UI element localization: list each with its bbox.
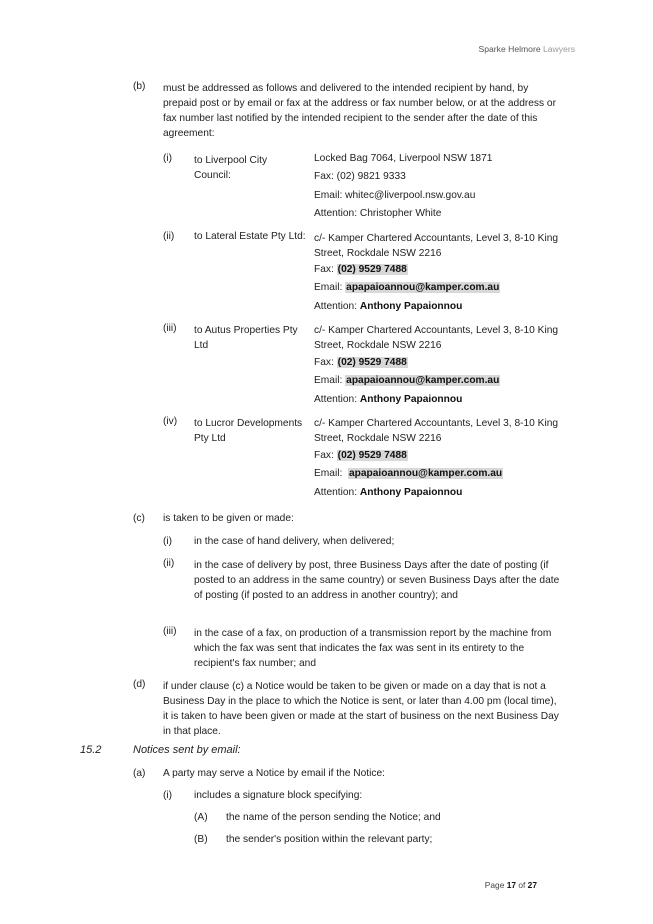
recipient-address: c/- Kamper Chartered Accountants, Level 3, 8-10 King Street, Rockdale NSW 2216 (314, 325, 559, 351)
recipient-email (314, 190, 475, 201)
email-address: whitec@liverpool.nsw.gov.au (345, 190, 476, 201)
fax-label: Fax: (314, 450, 334, 461)
attention-label: Attention: (314, 394, 358, 405)
sub-item-num: (i) (163, 790, 173, 801)
of-label: of (518, 880, 526, 890)
clause-d-text: if under clause (c) a Notice would be taken to be given or made on a day that is not a Business Day in the place to which the Notice is sent, or later than 4.00 pm (local time), it is taken to have been given or made at the start of business on the next Business Day in that place. (163, 681, 559, 737)
clause-a-label: (a) (133, 768, 146, 779)
fax-number: (02) 9529 7488 (337, 357, 407, 368)
recipient-address: c/- Kamper Chartered Accountants, Level 3, 8-10 King Street, Rockdale NSW 2216 (314, 418, 559, 444)
sub-item-num: (ii) (163, 558, 175, 569)
clause-a-text: A party may serve a Notice by email if the Notice: (163, 768, 385, 779)
sub-sub-item-text: the name of the person sending the Notice; and (226, 812, 441, 823)
page-footer (485, 880, 537, 890)
recipient-email (314, 282, 500, 293)
recipient-name: to Lucror Developments Pty Ltd (194, 418, 303, 444)
clause-d-label: (d) (133, 679, 146, 690)
recipient-fax (314, 264, 408, 275)
page-header (479, 44, 575, 54)
recipient-fax (314, 450, 408, 461)
email-label: Email: (314, 282, 343, 293)
recipient-name: to Lateral Estate Pty Ltd: (194, 231, 306, 242)
clause-b-text: must be addressed as follows and delivered to the intended recipient by hand, by prepaid post or by email or fax at the address or fax number below, or at the address or fax number last notified by the intended recipient to the sender after the date of this agreement: (163, 83, 556, 139)
fax-label: Fax: (314, 171, 334, 182)
attention-name: Christopher White (359, 208, 442, 219)
attention-label: Attention: (314, 487, 358, 498)
sub-item-text: in the case of delivery by post, three Business Days after the date of posting (if posted to an address in the same country) or seven Business Days after the date of posting (if posted to an address in another country); and (194, 560, 560, 601)
recipient-num: (iv) (163, 416, 178, 427)
recipient-name: to Autus Properties Pty Ltd (194, 325, 298, 351)
sub-item-num: (iii) (163, 626, 177, 637)
section-title: Notices sent by email: (133, 744, 241, 756)
attention-label: Attention: (314, 208, 358, 219)
clause-c-label: (c) (133, 513, 145, 524)
fax-number: (02) 9529 7488 (337, 264, 407, 275)
sub-sub-item-num: (B) (194, 834, 208, 845)
fax-number: (02) 9821 9333 (336, 171, 406, 182)
email-address: apapaioannou@kamper.com.au (346, 282, 500, 293)
sub-item-text: includes a signature block specifying: (194, 790, 363, 801)
recipient-name: to Liverpool City Council: (194, 155, 268, 181)
email-address: apapaioannou@kamper.com.au (346, 375, 500, 386)
sub-item-num: (i) (163, 536, 173, 547)
recipient-attention (314, 301, 462, 312)
clause-c-text: is taken to be given or made: (163, 513, 294, 524)
recipient-email (314, 468, 503, 479)
page-number: 17 (506, 880, 517, 890)
clause-b-label: (b) (133, 81, 146, 92)
page-label: Page (484, 880, 505, 890)
email-address: apapaioannou@kamper.com.au (348, 468, 503, 479)
email-label: Email: (314, 468, 343, 479)
page-total: 27 (527, 880, 537, 890)
firm-name: Sparke Helmore (478, 44, 541, 54)
attention-label: Attention: (314, 301, 358, 312)
email-label: Email: (314, 190, 343, 201)
firm-suffix: Lawyers (543, 44, 575, 54)
attention-name: Anthony Papaionnou (359, 301, 463, 312)
attention-name: Anthony Papaionnou (359, 394, 463, 405)
sub-sub-item-text: the sender's position within the relevant party; (226, 834, 433, 845)
recipient-attention (314, 394, 462, 405)
fax-label: Fax: (314, 264, 334, 275)
recipient-email (314, 375, 500, 386)
attention-name: Anthony Papaionnou (359, 487, 463, 498)
email-label: Email: (314, 375, 343, 386)
recipient-num: (iii) (163, 323, 177, 334)
recipient-fax (314, 171, 406, 182)
recipient-attention (314, 487, 462, 498)
recipient-address: Locked Bag 7064, Liverpool NSW 1871 (314, 153, 493, 164)
sub-item-text: in the case of hand delivery, when delivered; (194, 536, 395, 547)
sub-sub-item-num: (A) (194, 812, 208, 823)
recipient-fax (314, 357, 408, 368)
sub-item-text: in the case of a fax, on production of a transmission report by the machine from which the fax was sent that indicates the fax was sent in its entirety to the recipient's fax number; and (194, 628, 552, 669)
recipient-num: (i) (163, 153, 173, 164)
fax-label: Fax: (314, 357, 334, 368)
recipient-attention (314, 208, 441, 219)
fax-number: (02) 9529 7488 (337, 450, 407, 461)
section-number: 15.2 (80, 744, 102, 756)
recipient-num: (ii) (163, 231, 175, 242)
recipient-address: c/- Kamper Chartered Accountants, Level 3, 8-10 King Street, Rockdale NSW 2216 (314, 233, 559, 259)
